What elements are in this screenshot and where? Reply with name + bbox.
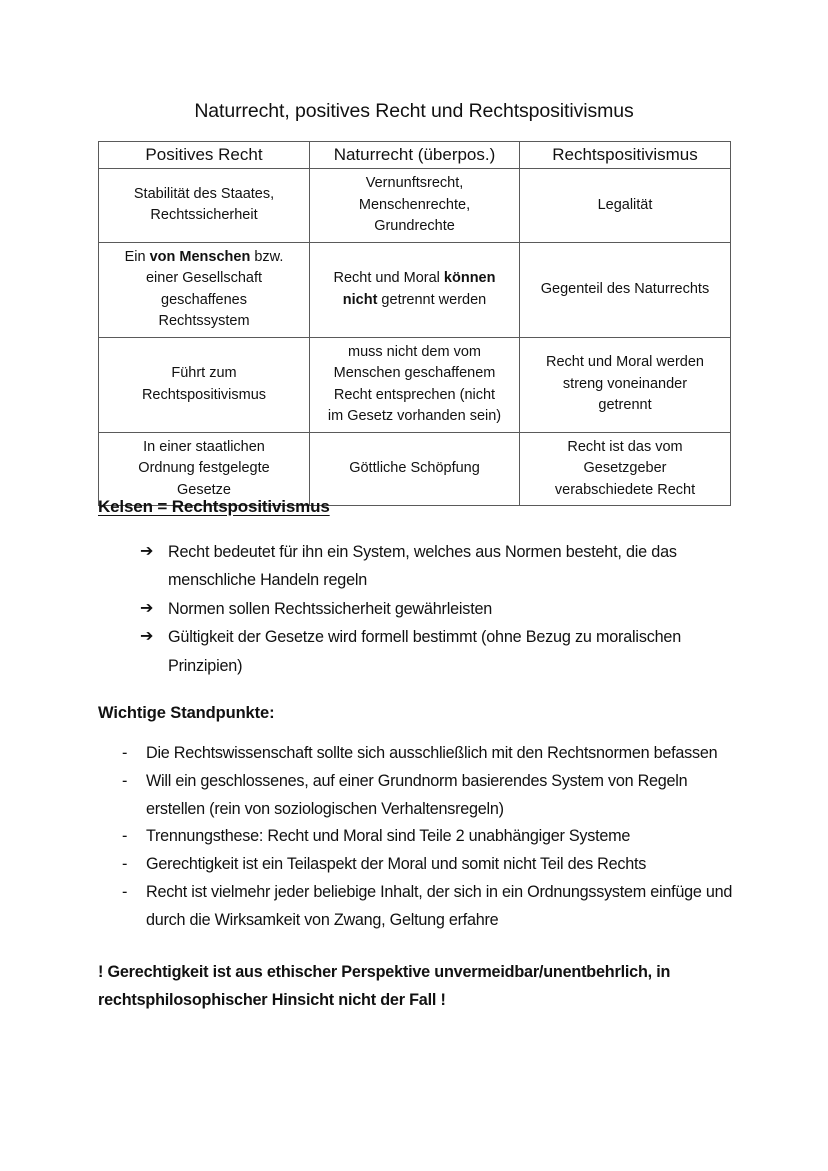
list-item-text: Recht ist vielmehr jeder beliebige Inhalt, der sich in ein Ordnungssystem einfüge und durch die Wirksamkeit von Zwang, Geltung erfahre [146, 883, 733, 929]
list-item-text: Gerechtigkeit ist ein Teilaspekt der Moral und somit nicht Teil des Rechts [146, 855, 647, 874]
dash-bullet-icon: - [122, 855, 128, 874]
list-item-text: Die Rechtswissenschaft sollte sich ausschließlich mit den Rechtsnormen befassen [146, 744, 718, 763]
table-row [99, 169, 731, 243]
comparison-table [98, 141, 731, 506]
column-header-positives-recht: Positives Recht [99, 142, 310, 169]
list-item-text: Gültigkeit der Gesetze wird formell bestimmt (ohne Bezug zu moralischen Prinzipien) [168, 628, 682, 675]
column-header-naturrecht: Naturrecht (überpos.) [310, 142, 520, 169]
list-item-text: Normen sollen Rechtssicherheit gewährleisten [168, 599, 493, 618]
list-item [120, 823, 738, 851]
list-item-text: Will ein geschlossenes, auf einer Grundnorm basierendes System von Regeln erstellen (rein von soziologischen Verhaltensregeln) [146, 771, 688, 818]
dash-bullet-icon: - [122, 744, 128, 763]
table-cell: In einer staatlichen Ordnung festgelegte Gesetze [99, 432, 310, 506]
table-cell: muss nicht dem vom Menschen geschaffenem Recht entsprechen (nicht im Gesetz vorhanden sein) [310, 337, 520, 432]
body-content [98, 495, 738, 1015]
table-cell: Führt zum Rechtspositivismus [99, 337, 310, 432]
table-row [99, 242, 731, 337]
list-item [140, 595, 738, 623]
arrow-bullet-icon: ➔ [140, 628, 154, 646]
kelsen-bullet-list [98, 538, 738, 680]
list-item [140, 623, 738, 680]
arrow-bullet-icon: ➔ [140, 599, 154, 617]
comparison-table-wrapper [98, 141, 730, 506]
dash-bullet-icon: - [122, 771, 128, 790]
list-item [120, 768, 738, 824]
table-row [99, 337, 731, 432]
list-item-text: Recht bedeutet für ihn ein System, welches aus Normen besteht, die das menschliche Handeln regeln [168, 543, 677, 590]
standpunkte-bullet-list [98, 740, 738, 935]
table-cell: Stabilität des Staates, Rechtssicherheit [99, 169, 310, 243]
table-cell: Recht und Moral werden streng voneinander getrennt [520, 337, 731, 432]
section-heading-kelsen: Kelsen = Rechtspositivismus [98, 497, 330, 516]
table-cell: Recht ist das vom Gesetzgeber verabschiedete Recht [520, 432, 731, 506]
table-cell: Recht und Moral können nicht getrennt werden [310, 242, 520, 337]
list-item [120, 740, 738, 768]
dash-bullet-icon: - [122, 827, 128, 846]
table-cell: Vernunftsrecht, Menschenrechte, Grundrechte [310, 169, 520, 243]
page-title: Naturrecht, positives Recht und Rechtspositivismus [194, 100, 634, 122]
table-cell: Legalität [520, 169, 731, 243]
table-header-row [99, 142, 731, 169]
list-item [140, 538, 738, 595]
table-cell: Göttliche Schöpfung [310, 432, 520, 506]
list-item [120, 851, 738, 879]
column-header-rechtspositivismus: Rechtspositivismus [520, 142, 731, 169]
list-item-text: Trennungsthese: Recht und Moral sind Teile 2 unabhängiger Systeme [146, 827, 631, 846]
arrow-bullet-icon: ➔ [140, 543, 154, 560]
dash-bullet-icon: - [122, 883, 128, 902]
table-cell: Ein von Menschen bzw. einer Gesellschaft geschaffenes Rechtssystem [99, 242, 310, 337]
table-cell: Gegenteil des Naturrechts [520, 242, 731, 337]
closing-statement: ! Gerechtigkeit ist aus ethischer Perspektive unvermeidbar/unentbehrlich, in rechtsphilosophischer Hinsicht nicht der Fall ! [98, 962, 671, 1010]
list-item [120, 879, 738, 935]
section-heading-standpunkte: Wichtige Standpunkte: [98, 704, 275, 723]
